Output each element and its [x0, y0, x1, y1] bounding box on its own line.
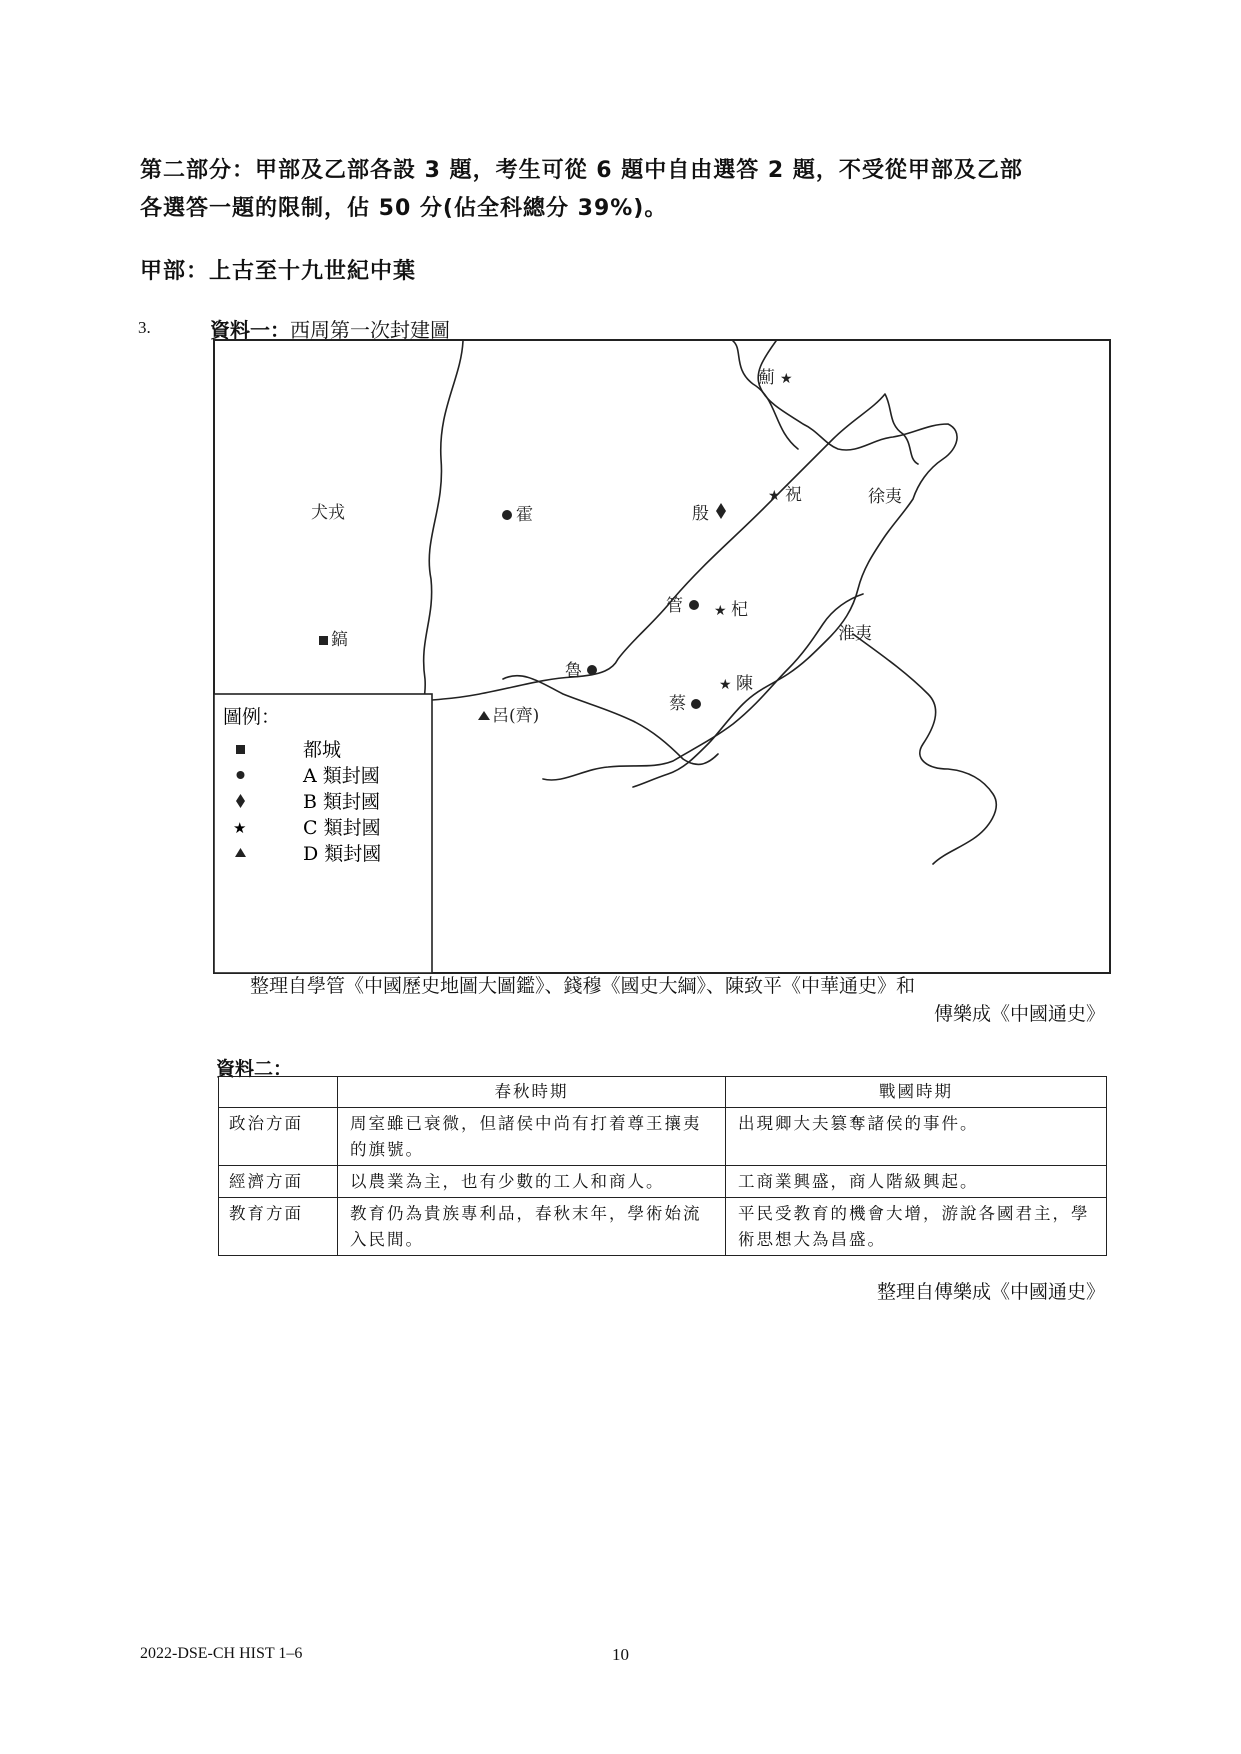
yin-diamond-icon	[716, 503, 726, 519]
map-label-chen: 陳	[736, 674, 753, 694]
coastline	[633, 341, 957, 787]
source1-citation	[250, 972, 1105, 1028]
map-label-yin: 殷	[692, 504, 709, 524]
guan-circle-icon	[689, 600, 699, 610]
table-header-spring-autumn: 春秋時期	[338, 1077, 726, 1108]
table-cell-spring-autumn: 以農業為主，也有少數的工人和商人。	[338, 1166, 726, 1198]
legend-circle-icon	[237, 771, 245, 779]
map-label-guan: 管	[666, 596, 683, 616]
source2-table	[218, 1076, 1107, 1256]
source1-citation-line2: 傅樂成《中國通史》	[933, 1003, 1105, 1025]
part-heading	[140, 152, 1130, 228]
qi-star-icon: ★	[714, 603, 727, 619]
table-row	[219, 1108, 1107, 1166]
source1-label: 資料一：	[210, 318, 290, 342]
hao-square-icon	[319, 636, 328, 645]
map-label-qi: 杞	[731, 600, 748, 620]
part-heading-line1: 第二部分：甲部及乙部各設 3 題，考生可從 6 題中自由選答 2 題，不受從甲部及乙部	[140, 158, 1023, 183]
huo-circle-icon	[502, 510, 512, 520]
legend-item-a: A 類封國	[303, 765, 380, 787]
zhu-star-icon: ★	[768, 488, 781, 504]
table-cell-warring-states: 平民受教育的機會大增，游說各國君主，學術思想大為昌盛。	[726, 1198, 1107, 1256]
table-header-row	[219, 1077, 1107, 1108]
map-legend	[214, 694, 432, 973]
legend-item-capital: 都城	[303, 739, 342, 761]
table-header-blank	[219, 1077, 338, 1108]
western-zhou-fief-map	[213, 339, 1111, 974]
table-cell-warring-states: 工商業興盛，商人階級興起。	[726, 1166, 1107, 1198]
legend-star-icon: ★	[233, 819, 247, 837]
table-cell-warring-states: 出現卿大夫篡奪諸侯的事件。	[726, 1108, 1107, 1166]
map-label-lv-qi: 呂(齊)	[492, 706, 540, 726]
table-row-aspect: 教育方面	[219, 1198, 338, 1256]
section-heading: 甲部：上古至十九世紀中葉	[140, 259, 417, 284]
map-label-ji: 薊	[758, 368, 775, 388]
legend-title: 圖例：	[223, 706, 281, 728]
map-label-hao: 鎬	[331, 630, 348, 650]
part-heading-line2: 各選答一題的限制，佔 50 分(佔全科總分 39%)。	[140, 196, 668, 221]
source2-label: 資料二：	[216, 1058, 293, 1080]
ji-star-icon: ★	[780, 371, 793, 387]
legend-item-c: C 類封國	[303, 817, 381, 839]
map-label-huaiyi: 淮夷	[838, 624, 872, 644]
map-label-quanrong: 犬戎	[311, 503, 345, 523]
table-cell-spring-autumn: 教育仍為貴族專利品，春秋末年，學術始流入民間。	[338, 1198, 726, 1256]
chen-star-icon: ★	[719, 677, 732, 693]
map-label-huo: 霍	[516, 505, 533, 525]
table-row-aspect: 政治方面	[219, 1108, 338, 1166]
map-places	[311, 368, 902, 726]
cai-circle-icon	[691, 699, 701, 709]
source1-title: 西周第一次封建圖	[290, 318, 450, 342]
question-number: 3.	[138, 318, 151, 337]
page-number: 10	[612, 1645, 629, 1664]
table-row-aspect: 經濟方面	[219, 1166, 338, 1198]
map-label-cai: 蔡	[669, 694, 686, 714]
map-label-xuyi: 徐夷	[868, 487, 902, 507]
source1-citation-line1: 整理自學管《中國歷史地圖大圖鑑》、錢穆《國史大綱》、陳致平《中華通史》和	[250, 975, 916, 997]
source2-citation: 整理自傅樂成《中國通史》	[876, 1281, 1105, 1303]
lower-huai-line	[543, 594, 863, 780]
table-header-warring-states: 戰國時期	[726, 1077, 1107, 1108]
table-row	[219, 1198, 1107, 1256]
legend-item-b: B 類封國	[303, 791, 381, 813]
lv-triangle-icon	[478, 711, 490, 720]
legend-square-icon	[236, 745, 245, 754]
footer-paper-code: 2022-DSE-CH HIST 1–6	[140, 1645, 303, 1662]
map-label-zhu: 祝	[785, 485, 802, 505]
yangtze-line	[853, 634, 996, 864]
lu-circle-icon	[587, 665, 597, 675]
table-row	[219, 1166, 1107, 1198]
map-label-lu: 魯	[565, 661, 582, 681]
table-cell-spring-autumn: 周室雖已衰微，但諸侯中尚有打着尊王攘夷的旗號。	[338, 1108, 726, 1166]
legend-item-d: D 類封國	[303, 843, 382, 865]
